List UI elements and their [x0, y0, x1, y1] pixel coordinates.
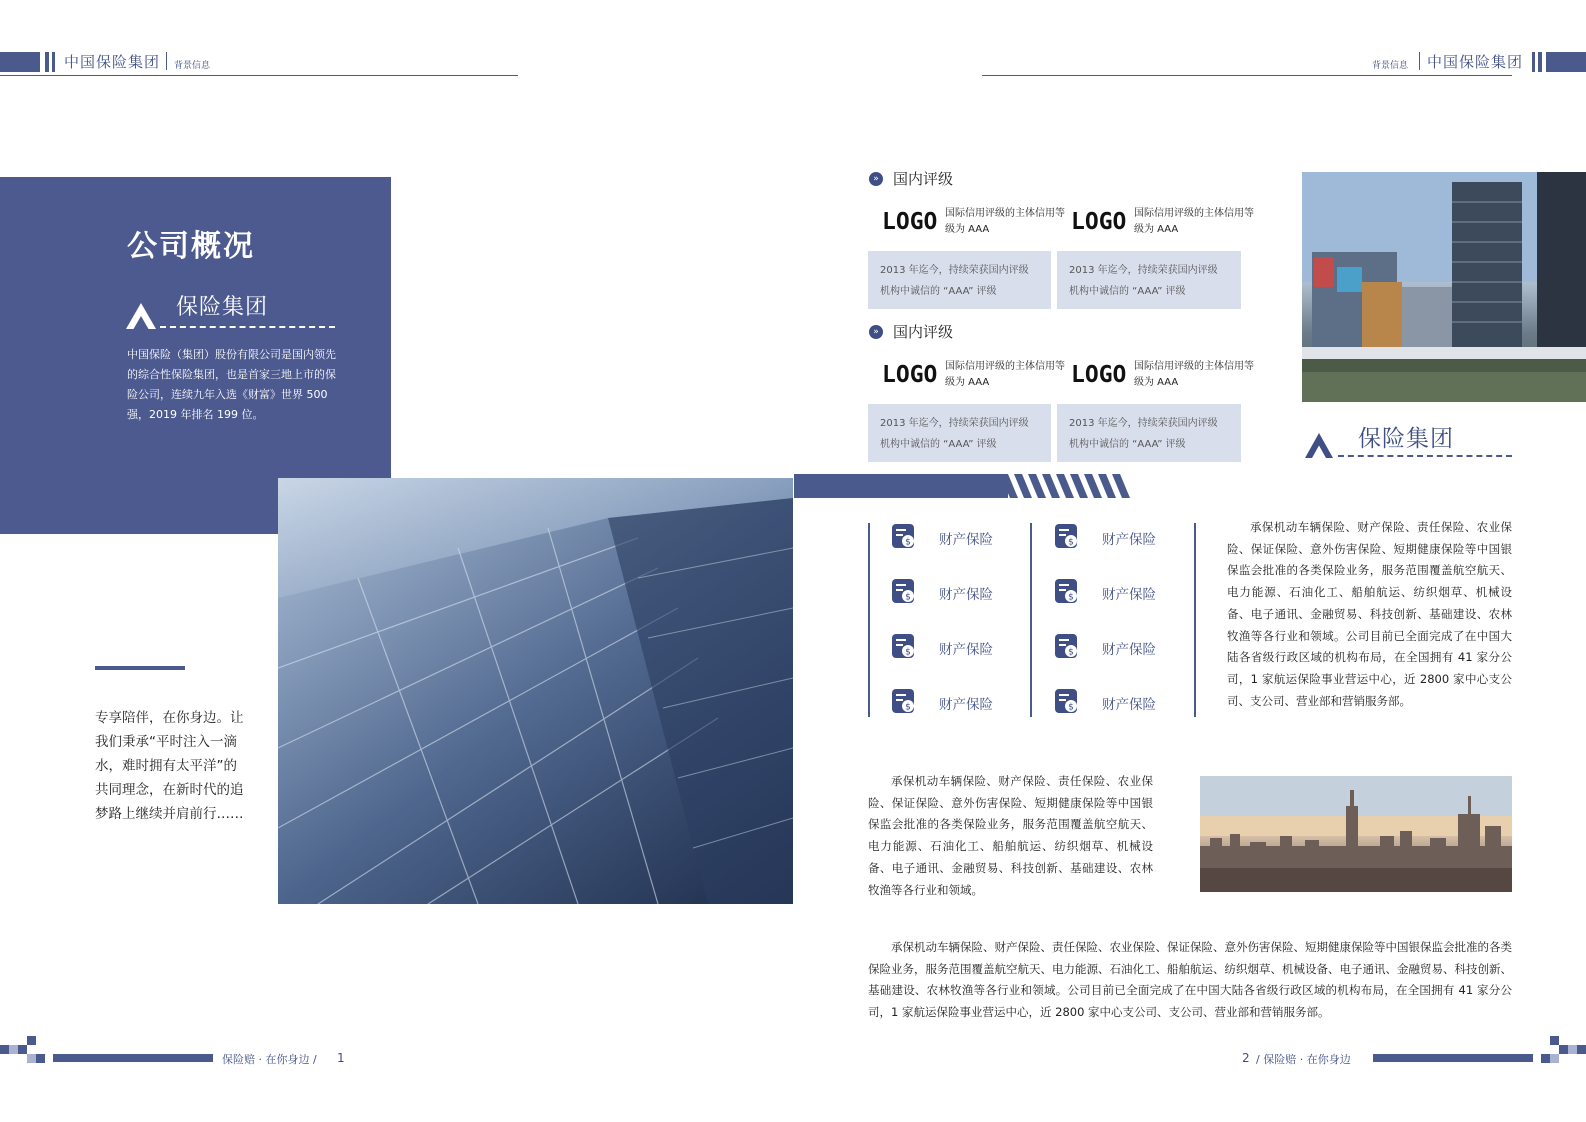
footer-right-bar: [1373, 1054, 1533, 1062]
business-text-mid: 承保机动车辆保险、财产保险、责任保险、农业保险、保证保险、意外伤害保险、短期健康保险等中国银保监会批准的各类保险业务，服务范围覆盖航空航天、电力能源、石油化工、船舶航运、纺织烟草、机械设备、电子通讯、金融贸易、科技创新、基础建设、农林牧渔等各行业和领域。: [868, 774, 1153, 897]
rating-box-line: 2013 年迄今，持续荣获国内评级: [880, 418, 1029, 429]
coin-document-icon: [891, 577, 917, 605]
rating-logo: LOGO: [882, 362, 938, 388]
product-label: 财产保险: [939, 532, 993, 548]
footer-square: [1559, 1045, 1568, 1054]
rating-logo: LOGO: [1071, 362, 1127, 388]
overview-body: 中国保险（集团）股份有限公司是国内领先的综合性保险集团，也是首家三地上市的保险公司，连续九年入选《财富》世界 500 强，2019 年排名 199 位。: [127, 348, 336, 421]
footer-square: [27, 1036, 36, 1045]
rating-logo-desc: 国际信用评级的主体信用等级为 AAA: [945, 208, 1065, 235]
header-left-block: [0, 52, 40, 72]
svg-text:$: $: [1068, 537, 1074, 548]
rating-box-line: 2013 年迄今，持续荣获国内评级: [1069, 265, 1218, 276]
header-right-block: [1546, 52, 1586, 72]
rating-section-title: 国内评级: [893, 170, 954, 188]
rating-logo-desc: 国际信用评级的主体信用等级为 AAA: [1134, 361, 1254, 388]
header-left-stripe: [45, 52, 49, 72]
product-label: 财产保险: [1102, 532, 1156, 548]
double-chevron-icon: »: [869, 325, 883, 339]
product-column-line: [1030, 523, 1032, 717]
footer-left-bar: [53, 1054, 213, 1062]
rating-box-line: 机构中诚信的 “AAA” 评级: [880, 439, 997, 450]
product-label: 财产保险: [939, 642, 993, 658]
coin-document-icon: [891, 687, 917, 715]
svg-text:$: $: [1068, 702, 1074, 713]
rating-box: [1057, 251, 1241, 309]
rating-box-line: 机构中诚信的 “AAA” 评级: [1069, 286, 1186, 297]
product-label: 财产保险: [1102, 642, 1156, 658]
overview-dash-line: [160, 326, 335, 328]
coin-document-icon: [891, 522, 917, 550]
header-right-rule: [982, 75, 1512, 76]
svg-text:$: $: [905, 592, 911, 603]
product-column-line: [1194, 523, 1196, 717]
rating-logo: LOGO: [1071, 209, 1127, 235]
header-left-subtitle: 背景信息: [174, 61, 211, 71]
quote-accent-line: [95, 666, 185, 670]
coin-document-icon: [891, 632, 917, 660]
header-right-title: 中国保险集团: [1427, 53, 1524, 71]
coin-document-icon: [1054, 522, 1080, 550]
business-text-right: 承保机动车辆保险、财产保险、责任保险、农业保险、保证保险、意外伤害保险、短期健康保险等中国银保监会批准的各类保险业务，服务范围覆盖航空航天、电力能源、石油化工、船舶航运、纺织烟草、机械设备、电子通讯、金融贸易、科技创新、基础建设、农林牧渔等各行业和领域。公司目前已全面完成了在中国大陆各省级行政区域的机构布局，在全国拥有 41 家分公司，1 家航运保险事业营运中心，近 2800 家中心支公司、支公司、营业部和营销服务部。: [1227, 520, 1512, 708]
footer-square: [1541, 1054, 1550, 1063]
rating-box-line: 2013 年迄今，持续荣获国内评级: [1069, 418, 1218, 429]
rating-box-line: 机构中诚信的 “AAA” 评级: [880, 286, 997, 297]
header-left-title: 中国保险集团: [64, 53, 161, 71]
rating-box-line: 机构中诚信的 “AAA” 评级: [1069, 439, 1186, 450]
footer-square: [1568, 1045, 1577, 1054]
divider-band: [794, 474, 1008, 498]
footer-square: [27, 1054, 36, 1063]
city-buildings-photo: [1302, 172, 1586, 402]
photo-caption: 保险集团: [1358, 426, 1454, 452]
rating-section-title: 国内评级: [893, 323, 954, 341]
svg-text:$: $: [905, 537, 911, 548]
footer-square: [1577, 1045, 1586, 1054]
header-right-stripe: [1532, 52, 1535, 72]
rating-box: [868, 251, 1051, 309]
svg-text:$: $: [905, 702, 911, 713]
divider-stripes: [1000, 474, 1132, 498]
footer-square: [1550, 1036, 1559, 1045]
header-left-rule: [0, 75, 518, 76]
rating-box: [868, 404, 1051, 462]
header-right-stripe: [1538, 52, 1542, 72]
product-label: 财产保险: [939, 697, 993, 713]
footer-right-page-number: 2: [1242, 1051, 1250, 1065]
product-label: 财产保险: [1102, 697, 1156, 713]
triangle-logo-icon: [126, 303, 156, 329]
rating-box: [1057, 404, 1241, 462]
header-right-separator: [1419, 52, 1420, 70]
footer-right-text: / 保险赔 · 在你身边: [1256, 1053, 1351, 1066]
header-right-subtitle: 背景信息: [1372, 61, 1409, 71]
overview-subtitle: 保险集团: [176, 295, 269, 320]
svg-text:$: $: [1068, 647, 1074, 658]
caption-dash-line: [1338, 455, 1512, 457]
svg-text:$: $: [1068, 592, 1074, 603]
quote-text: 专享陪伴，在你身边。让我们秉承“平时注入一滴水，难时拥有太平洋”的共同理念，在新时代的追梦路上继续并肩前行……: [95, 710, 244, 822]
footer-square: [9, 1045, 18, 1054]
coin-document-icon: [1054, 687, 1080, 715]
footer-square: [0, 1045, 9, 1054]
product-label: 财产保险: [939, 587, 993, 603]
business-text-bottom: 承保机动车辆保险、财产保险、责任保险、农业保险、保证保险、意外伤害保险、短期健康保险等中国银保监会批准的各类保险业务，服务范围覆盖航空航天、电力能源、石油化工、船舶航运、纺织烟草、机械设备、电子通讯、金融贸易、科技创新、基础建设、农林牧渔等各行业和领域。公司目前已全面完成了在中国大陆各省级行政区域的机构布局，在全国拥有 41 家分公司，1 家航运保险事业营运中心，近 2800 家中心支公司、支公司、营业部和营销服务部。: [868, 940, 1512, 1020]
coin-document-icon: [1054, 632, 1080, 660]
footer-square: [18, 1045, 27, 1054]
footer-square: [36, 1054, 45, 1063]
rating-logo-desc: 国际信用评级的主体信用等级为 AAA: [945, 361, 1065, 388]
triangle-logo-icon: [1305, 433, 1333, 458]
header-left-stripe: [52, 52, 55, 72]
footer-left-text: 保险赔 · 在你身边 /: [222, 1053, 317, 1066]
product-label: 财产保险: [1102, 587, 1156, 603]
svg-text:$: $: [905, 647, 911, 658]
building-photo: [278, 478, 793, 904]
footer-square: [1550, 1054, 1559, 1063]
rating-logo: LOGO: [882, 209, 938, 235]
coin-document-icon: [1054, 577, 1080, 605]
double-chevron-icon: »: [869, 172, 883, 186]
overview-title: 公司概况: [127, 229, 255, 264]
skyline-photo: [1200, 776, 1512, 892]
header-left-separator: [166, 52, 167, 70]
footer-left-page-number: 1: [337, 1051, 345, 1065]
rating-logo-desc: 国际信用评级的主体信用等级为 AAA: [1134, 208, 1254, 235]
product-column-line: [868, 523, 870, 717]
rating-box-line: 2013 年迄今，持续荣获国内评级: [880, 265, 1029, 276]
